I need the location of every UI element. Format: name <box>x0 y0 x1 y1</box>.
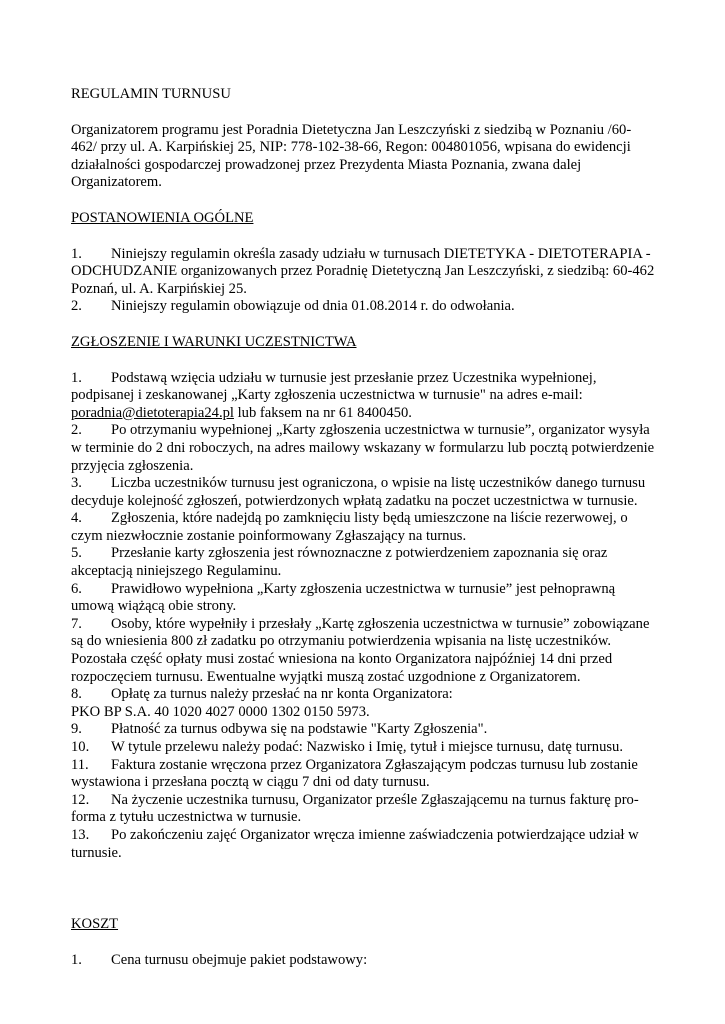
document-title: REGULAMIN TURNUSU <box>71 86 231 102</box>
item-number: 1. <box>71 951 82 968</box>
item-number: 2. <box>71 298 82 315</box>
list-item <box>71 686 661 721</box>
list-item <box>71 721 661 739</box>
item-text: Osoby, które wypełniły i przesłały „Kartę zgłoszenia uczestnictwa w turnusie” zobowiązane <box>111 615 650 632</box>
item-text: wystawiona i przesłana pocztą w ciągu 7 dni od daty turnusu. <box>71 774 430 791</box>
list-item <box>71 581 661 616</box>
list-item <box>71 827 661 862</box>
item-text: Faktura zostanie wręczona przez Organizatora Zgłaszającym podczas turnusu lub zostanie <box>111 756 638 773</box>
item-text: Pozostała część opłaty musi zostać wniesiona na konto Organizatora najpóźniej 14 dni przed <box>71 651 613 668</box>
intro-line: Organizatorem. <box>71 174 162 191</box>
item-text: Przesłanie karty zgłoszenia jest równoznaczne z potwierdzeniem zapoznania się oraz <box>111 545 608 562</box>
item-number: 6. <box>71 580 82 597</box>
item-text: czym niezwłocznie zostanie poinformowany Zgłaszający na turnus. <box>71 527 467 544</box>
item-text: ODCHUDZANIE organizowanych przez Poradnię Dietetyczną Jan Leszczyński, z siedzibą: 60-462 <box>71 263 655 280</box>
list-item <box>71 422 661 475</box>
item-number: 12. <box>71 791 90 808</box>
item-number: 1. <box>71 369 82 386</box>
item-text: Zgłoszenia, które nadejdą po zamknięciu listy będą umieszczone na liście rezerwowej, o <box>111 510 628 527</box>
item-text: lub faksem na nr 61 8400450. <box>233 404 412 421</box>
item-text: Cena turnusu obejmuje pakiet podstawowy: <box>111 951 368 968</box>
intro-paragraph <box>71 122 661 192</box>
item-number: 2. <box>71 422 82 439</box>
item-number: 11. <box>71 756 89 773</box>
list-item <box>71 510 661 545</box>
item-text: Poznań, ul. A. Karpińskiej 25. <box>71 280 247 297</box>
list-item <box>71 545 661 580</box>
item-number: 7. <box>71 615 82 632</box>
section-heading-registration: ZGŁOSZENIE I WARUNKI UCZESTNICTWA <box>71 333 357 350</box>
list-item <box>71 298 661 316</box>
item-text: Płatność za turnus odbywa się na podstawie "Karty Zgłoszenia". <box>111 721 488 738</box>
item-text: w terminie do 2 dni roboczych, na adres mailowy wskazany w formularzu lub pocztą potwierdzenie <box>71 439 655 456</box>
intro-line: 462/ przy ul. A. Karpińskiej 25, NIP: 778-102-38-66, Regon: 004801056, wpisana do ewidencji <box>71 139 631 156</box>
item-text: są do wniesienia 800 zł zadatku po otrzymaniu potwierdzenia wpisania na listę uczestników. <box>71 633 612 650</box>
item-text: Po otrzymaniu wypełnionej „Karty zgłoszenia uczestnictwa w turnusie”, organizator wysyła <box>111 422 650 439</box>
item-text: W tytule przelewu należy podać: Nazwisko i Imię, tytuł i miejsce turnusu, datę turnusu. <box>111 739 623 755</box>
list-item <box>71 757 661 792</box>
item-text: turnusie. <box>71 844 122 861</box>
item-number: 1. <box>71 245 82 262</box>
list-item <box>71 246 661 299</box>
item-number: 5. <box>71 545 82 562</box>
item-text: Niniejszy regulamin określa zasady udziału w turnusach DIETETYKA - DIETOTERAPIA - <box>111 245 651 262</box>
intro-line: działalności gospodarczej prowadzonej przez Prezydenta Miasta Poznania, zwana dalej <box>71 156 582 173</box>
item-text: przyjęcia zgłoszenia. <box>71 457 194 474</box>
list-item <box>71 616 661 686</box>
item-text: forma z tytułu uczestnictwa w turnusie. <box>71 809 302 826</box>
item-text: decyduje kolejność zgłoszeń, potwierdzonych wpłatą zadatku na poczet uczestnictwa w turnusie. <box>71 492 638 509</box>
item-number: 3. <box>71 475 82 492</box>
email-link[interactable]: poradnia@dietoterapia24.pl <box>71 404 234 421</box>
item-text: Liczba uczestników turnusu jest ograniczona, o wpisie na listę uczestników danego turnusu <box>111 475 646 492</box>
item-number: 8. <box>71 686 82 703</box>
section-heading-cost: KOSZT <box>71 916 119 933</box>
item-text: Opłatę za turnus należy przesłać na nr konta Organizatora: <box>111 686 453 703</box>
item-text: Niniejszy regulamin obowiązuje od dnia 01.08.2014 r. do odwołania. <box>111 298 515 315</box>
item-text: Prawidłowo wypełniona „Karty zgłoszenia uczestnictwa w turnusie” jest pełnoprawną <box>111 580 616 597</box>
item-number: 9. <box>71 721 82 738</box>
item-text: Podstawą wzięcia udziału w turnusie jest przesłanie przez Uczestnika wypełnionej, <box>111 369 597 386</box>
cost-list <box>71 952 661 970</box>
item-text: Po zakończeniu zajęć Organizator wręcza imienne zaświadczenia potwierdzające udział w <box>111 826 639 843</box>
item-number: 13. <box>71 826 90 843</box>
item-text: umową wiążącą obie strony. <box>71 598 237 615</box>
item-number: 10. <box>71 739 90 755</box>
list-item <box>71 792 661 827</box>
list-item <box>71 370 661 423</box>
item-number: 4. <box>71 510 82 527</box>
item-text: podpisanej i zeskanowanej „Karty zgłoszenia uczestnictwa w turnusie" na adres e-mail: <box>71 387 583 404</box>
item-text: Na życzenie uczestnika turnusu, Organizator prześle Zgłaszającemu na turnus fakturę pro- <box>111 791 639 808</box>
bank-account-line: PKO BP S.A. 40 1020 4027 0000 1302 0150 5973. <box>71 703 370 720</box>
general-list <box>71 246 661 316</box>
section-heading-general: POSTANOWIENIA OGÓLNE <box>71 209 254 226</box>
document-page <box>71 86 661 969</box>
intro-line: Organizatorem programu jest Poradnia Dietetyczna Jan Leszczyński z siedzibą w Poznaniu /60- <box>71 121 632 138</box>
registration-list <box>71 370 661 863</box>
list-item <box>71 739 661 757</box>
list-item <box>71 475 661 510</box>
item-text: akceptacją niniejszego Regulaminu. <box>71 563 282 580</box>
list-item <box>71 952 661 970</box>
item-text: rozpoczęciem turnusu. Ewentualne wyjątki muszą zostać uzgodnione z Organizatorem. <box>71 668 581 685</box>
